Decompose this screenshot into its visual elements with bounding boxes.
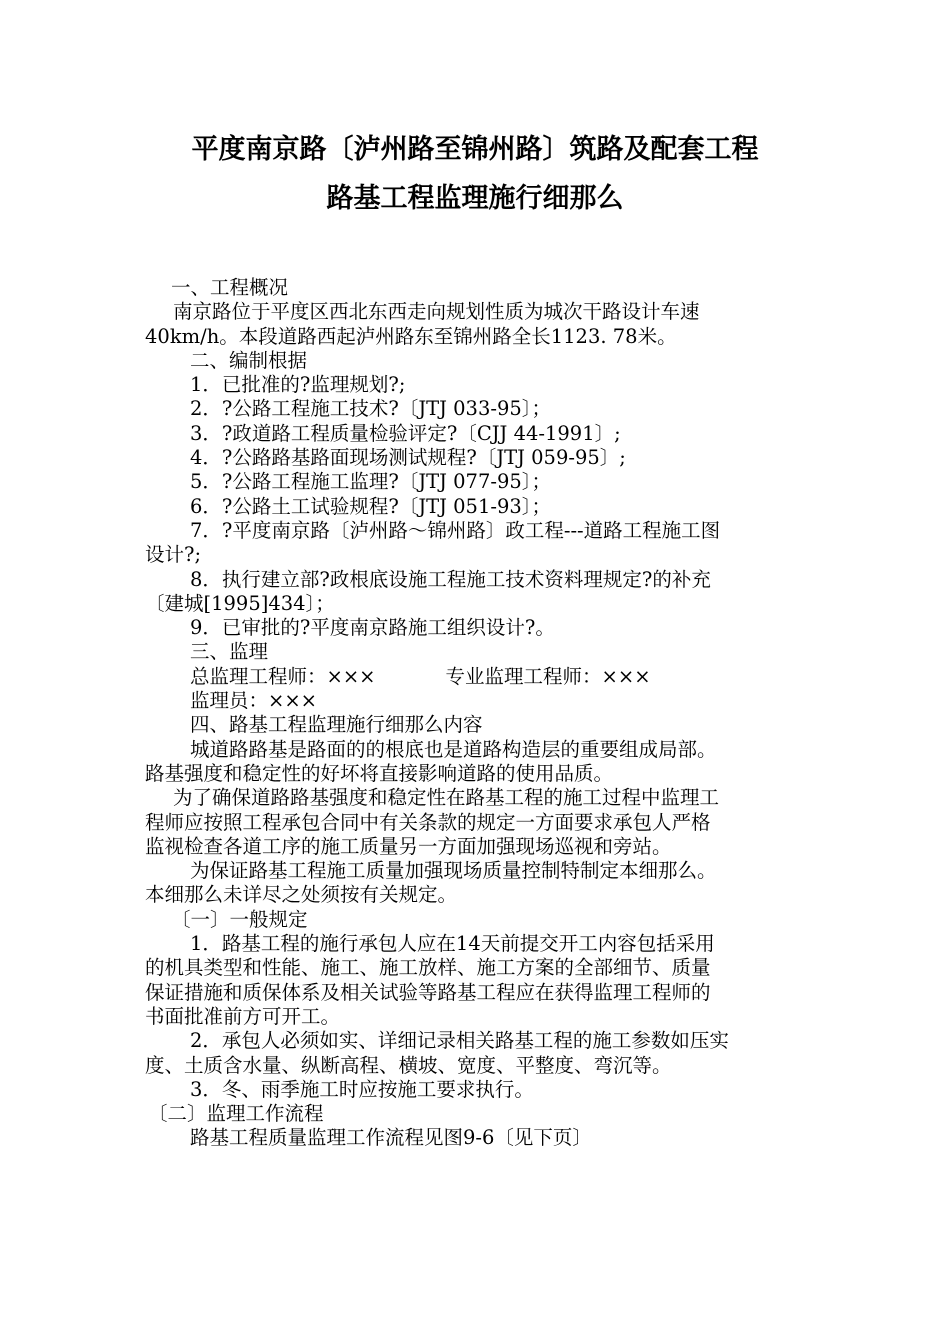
subsection-heading-general: 〔一〕一般规定 <box>171 907 308 931</box>
paragraph-line: 书面批准前方可开工。 <box>145 1004 341 1028</box>
list-item: 2．?公路工程施工技术?〔JTJ 033-95〕； <box>190 397 552 421</box>
paragraph-line: 本细那么未详尽之处须按有关规定。 <box>145 883 458 907</box>
list-item-continuation: 〔建城[1995]434〕； <box>145 591 335 615</box>
supervisor: 监理员：××× <box>190 689 318 713</box>
section-heading-rules: 四、路基工程监理施行细那么内容 <box>190 713 483 737</box>
document-title-line-1: 平度南京路〔泸州路至锦州路〕筑路及配套工程 <box>191 134 759 165</box>
document-body <box>145 276 807 1151</box>
section-heading-project-overview: 一、工程概况 <box>171 276 289 299</box>
paragraph-line: 3．冬、雨季施工时应按施工要求执行。 <box>190 1077 534 1101</box>
paragraph-line: 为了确保道路路基强度和稳定性在路基工程的施工过程中监理工 <box>173 786 720 810</box>
list-item: 5．?公路工程施工监理?〔JTJ 077-95〕； <box>190 470 552 494</box>
paragraph-line: 40km/h。本段道路西起泸州路东至锦州路全长1123. 78米。 <box>145 324 677 348</box>
specialist-engineer: 专业监理工程师：××× <box>445 664 651 688</box>
paragraph-line: 监视检查各道工序的施工质量另一方面加强现场巡视和旁站。 <box>145 834 672 858</box>
document-title-line-2: 路基工程监理施行细那么 <box>326 183 624 214</box>
list-item: 8．执行建立部?政根底设施工程施工技术资料理规定?的补充 <box>190 567 711 591</box>
paragraph-line: 程师应按照工程承包合同中有关条款的规定一方面要求承包人严格 <box>145 810 711 834</box>
staff-line <box>145 665 807 689</box>
paragraph-line: 为保证路基工程施工质量加强现场质量控制特制定本细那么。 <box>190 859 717 883</box>
list-item: 7．?平度南京路〔泸州路～锦州路〕政工程---道路工程施工图 <box>190 518 721 542</box>
paragraph-line: 保证措施和质保体系及相关试验等路基工程应在获得监理工程师的 <box>145 980 711 1004</box>
list-item-continuation: 设计?; <box>145 543 202 567</box>
list-item: 6．?公路土工试验规程?〔JTJ 051-93〕； <box>190 494 552 518</box>
paragraph-line: 度、土质含水量、纵断高程、横坡、宽度、平整度、弯沉等。 <box>145 1053 672 1077</box>
list-item: 9．已审批的?平度南京路施工组织设计?。 <box>190 616 555 640</box>
paragraph-line: 路基强度和稳定性的好坏将直接影响道路的使用品质。 <box>145 761 614 785</box>
list-item: 3．?政道路工程质量检验评定?〔CJJ 44-1991〕; <box>190 421 621 445</box>
paragraph-line: 1．路基工程的施行承包人应在14天前提交开工内容包括采用 <box>190 932 715 956</box>
paragraph-line: 2．承包人必须如实、详细记录相关路基工程的施工参数如压实 <box>190 1029 729 1053</box>
chief-engineer: 总监理工程师：××× <box>190 664 376 688</box>
subsection-heading-workflow: 〔二〕监理工作流程 <box>148 1102 324 1126</box>
list-item: 4．?公路路基路面现场测试规程?〔JTJ 059-95〕; <box>190 446 626 470</box>
paragraph-line: 路基工程质量监理工作流程见图9-6〔见下页〕 <box>190 1126 592 1150</box>
paragraph-line: 城道路路基是路面的的根底也是道路构造层的重要组成局部。 <box>190 737 717 761</box>
section-heading-supervision: 三、监理 <box>190 640 269 664</box>
paragraph-line: 南京路位于平度区西北东西走向规划性质为城次干路设计车速 <box>173 300 700 324</box>
list-item: 1．已批准的?监理规划?; <box>190 373 406 397</box>
section-heading-basis: 二、编制根据 <box>190 348 308 372</box>
paragraph-line: 的机具类型和性能、施工、施工放样、施工方案的全部细节、质量 <box>145 956 711 980</box>
